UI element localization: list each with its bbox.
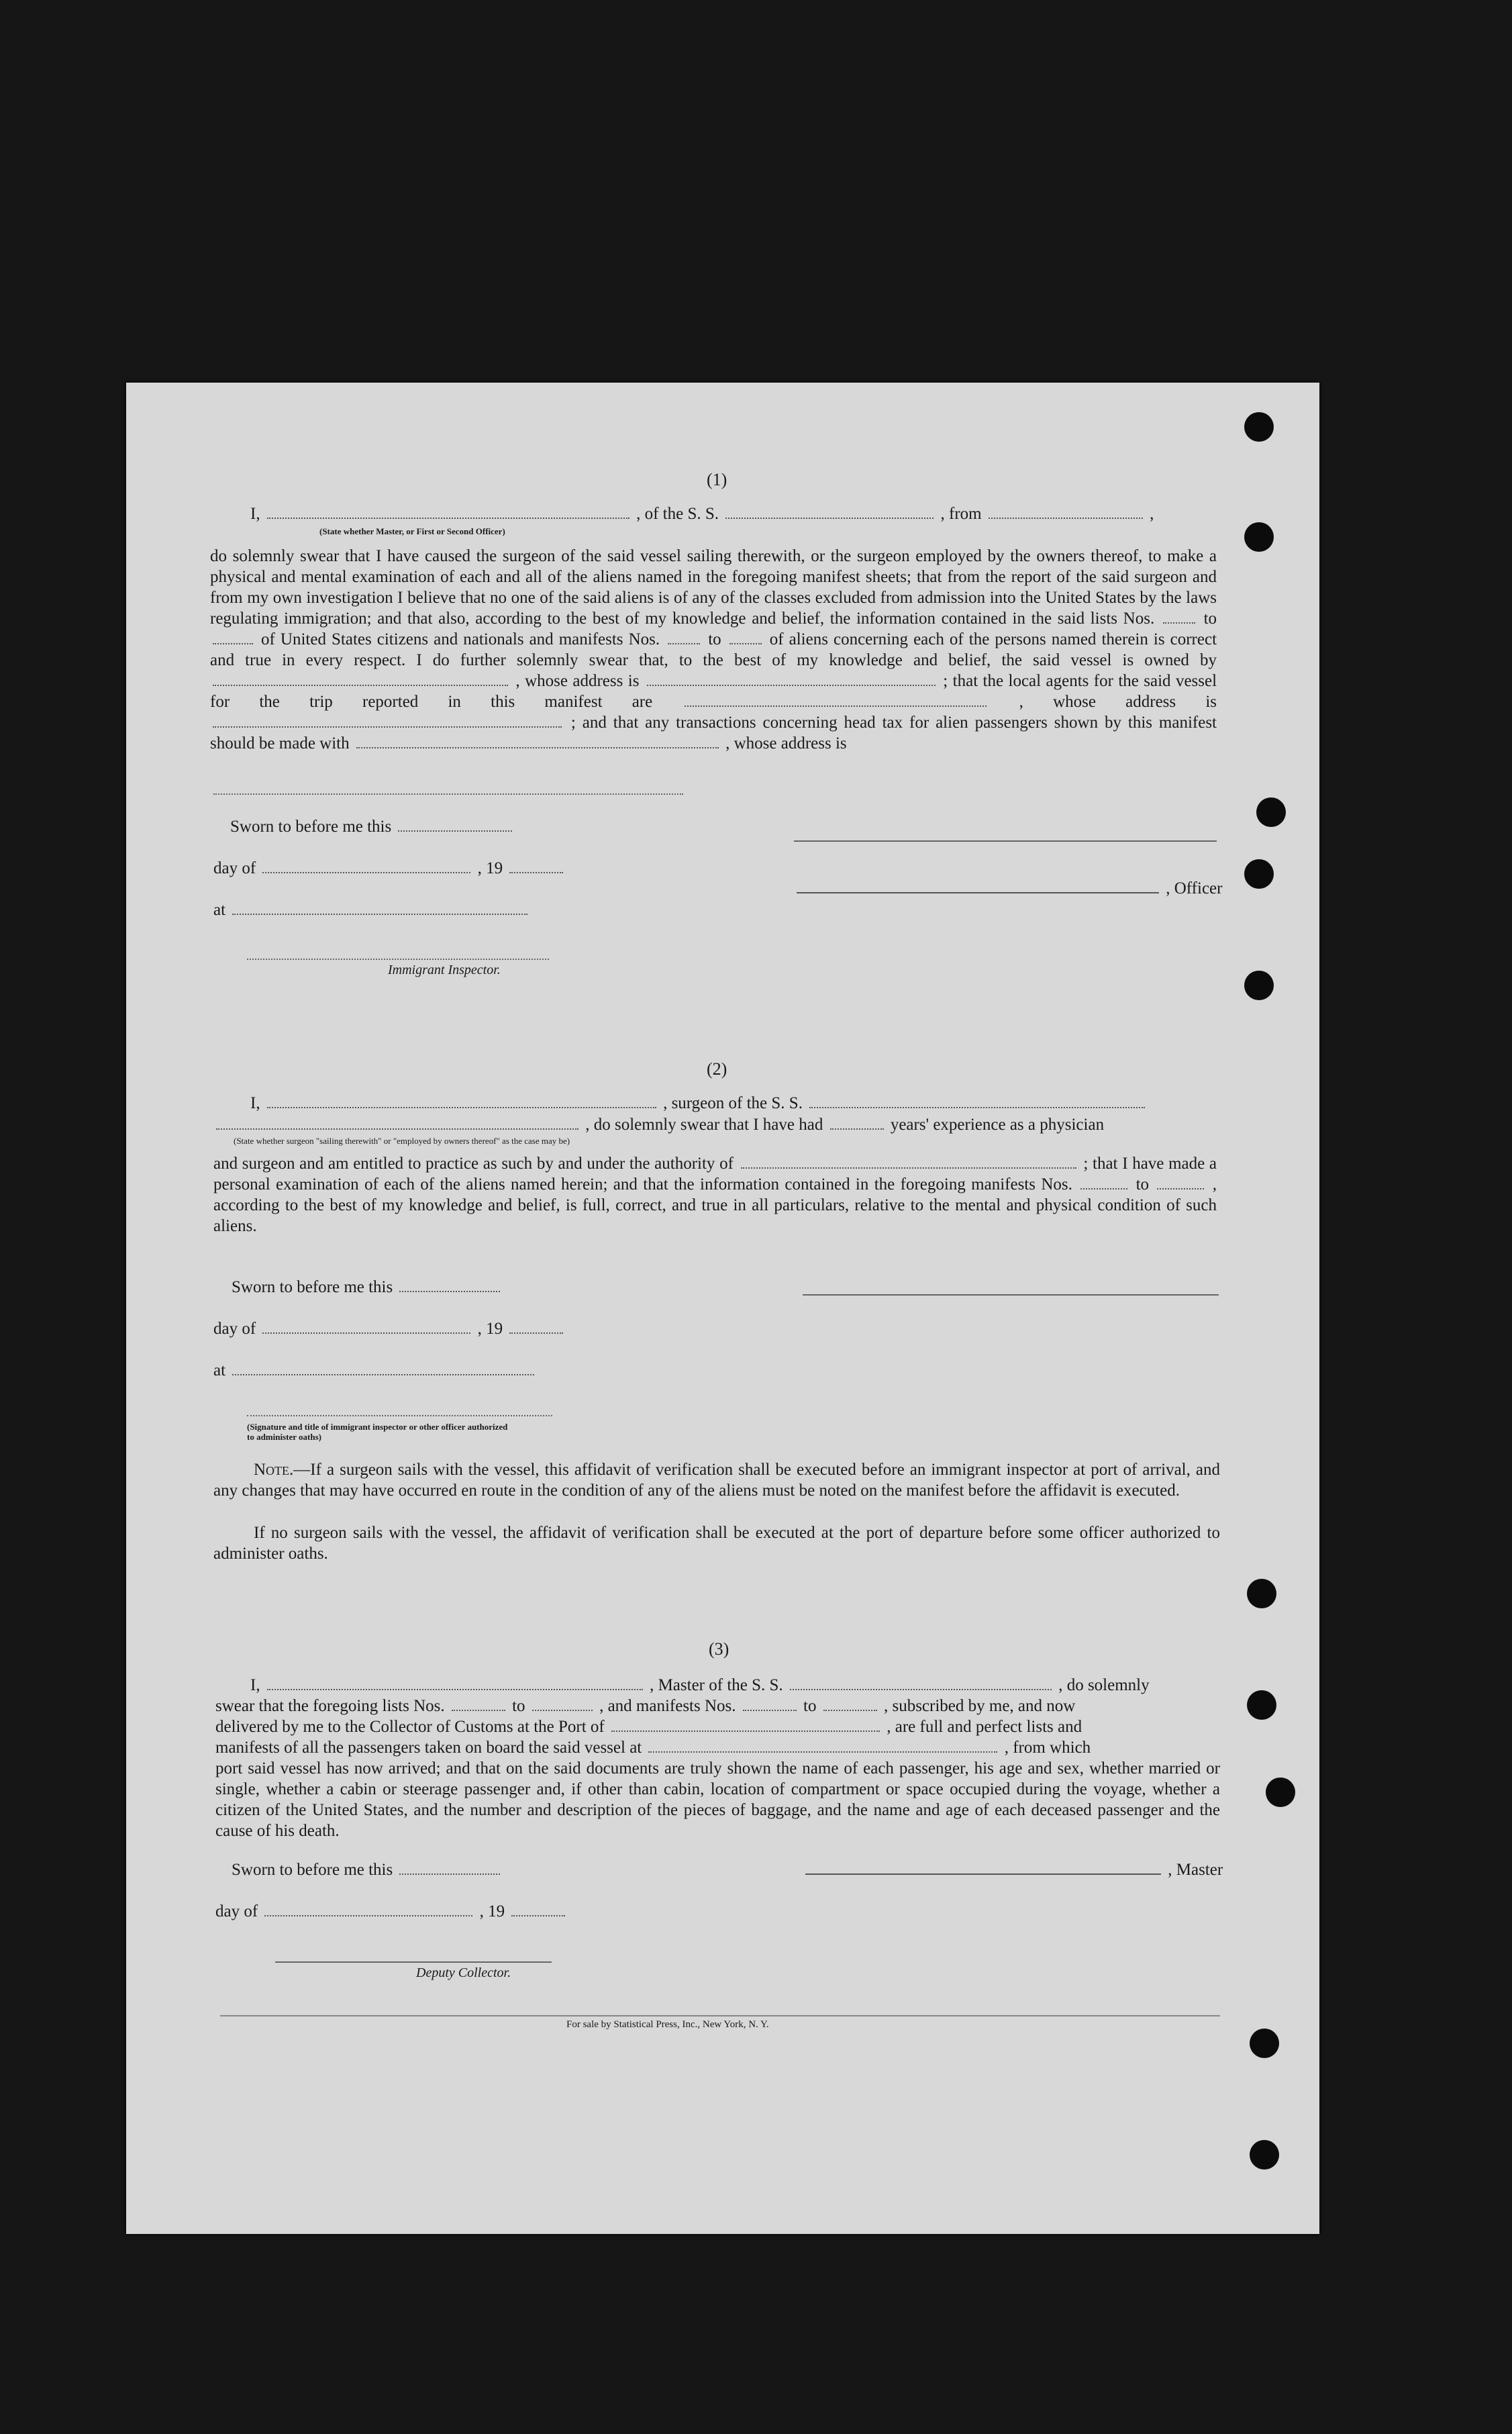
blank-years — [830, 1128, 884, 1130]
s2-text: ; — [1083, 1155, 1089, 1173]
punch-hole — [1244, 859, 1274, 889]
blank-port — [611, 1731, 880, 1732]
s3-line1 — [215, 1675, 1220, 1696]
s1-year-label: , 19 — [477, 859, 503, 877]
blank-manifest-no — [729, 643, 762, 644]
blank-head-tax-address — [213, 793, 683, 795]
officer-title-line — [797, 892, 1159, 893]
punch-hole — [1256, 797, 1286, 827]
blank-ship-name — [790, 1689, 1052, 1690]
s3-year-label: , 19 — [479, 1902, 505, 1920]
s3-line2 — [215, 1696, 1220, 1716]
s2-dayof-label: day of — [213, 1320, 256, 1338]
s3-paragraph — [215, 1675, 1220, 1841]
s2-year-label: , 19 — [477, 1320, 503, 1338]
blank-from-port — [989, 518, 1143, 519]
blank-day — [399, 1873, 500, 1875]
blank-month — [262, 1332, 470, 1334]
s2-text: , do solemnly swear that I have had — [585, 1116, 823, 1134]
punch-hole — [1266, 1778, 1295, 1807]
s1-text: to — [1203, 610, 1217, 628]
note-text: —If a surgeon sails with the vessel, this affidavit of verification shall be executed before an immigrant inspector at port of arrival, and any changes that may have occurred en route in the condition of any of the aliens must be noted on the manifest before the affidavit is executed. — [213, 1461, 1220, 1500]
blank-embark-port — [648, 1751, 997, 1753]
s3-line3 — [215, 1716, 1220, 1737]
inspector-signature-line — [247, 959, 549, 960]
blank-head-tax-contact — [356, 747, 719, 748]
note-label: Note. — [254, 1461, 294, 1479]
s3-text: manifests of all the passengers taken on board the said vessel at — [215, 1739, 642, 1757]
blank-month — [262, 872, 470, 873]
collector-label: Deputy Collector. — [416, 1965, 511, 1980]
inspector-signature-line — [247, 1415, 552, 1416]
note-text: If no surgeon sails with the vessel, the affidavit of verification shall be executed at the port of departure before some officer authorized to administer oaths. — [213, 1524, 1220, 1563]
blank-manifest-no — [743, 1710, 797, 1711]
blank-manifest-no — [1080, 1188, 1127, 1189]
s3-text: , are full and perfect lists and — [887, 1718, 1082, 1736]
surgeon-signature-line — [803, 1294, 1219, 1296]
s3-text: , Master of the S. S. — [650, 1676, 783, 1694]
blank-manifest-no — [1157, 1188, 1204, 1189]
s1-text: of aliens concerning each of the persons named therein is correct and true in every respect. I do further solemnly swear that, to the best of my knowledge and belief, the said vessel is owned by — [210, 630, 1217, 669]
s3-text: I, — [250, 1676, 260, 1694]
s2-text: to — [1136, 1175, 1150, 1194]
blank-year — [509, 872, 563, 873]
s2-at — [213, 1361, 537, 1380]
section-2-number: (2) — [707, 1059, 727, 1079]
s2-note-paragraph-2 — [213, 1522, 1220, 1564]
s2-text: years' experience as a physician — [890, 1116, 1105, 1134]
s2-paragraph — [213, 1153, 1217, 1236]
s1-dayof — [213, 859, 566, 878]
manifest-verification-page — [126, 383, 1319, 2234]
footer-rule — [220, 2015, 1220, 2016]
s1-text: , of the S. S. — [636, 505, 719, 523]
blank-ship-name — [725, 518, 934, 519]
blank-list-no — [213, 643, 253, 644]
s1-text: , whose address is — [515, 672, 640, 690]
s3-text: , and manifests Nos. — [599, 1697, 736, 1715]
blank-list-no — [1163, 622, 1195, 624]
s3-sworn-label: Sworn to before me this — [232, 1861, 393, 1879]
s3-text: port said vessel has now arrived; and that on the said documents are truly shown the name of each passenger, his age and sex, whether married or single, whether a cabin or steerage passenger and, if other than cabin, location of compartment or space occupied during the voyage, whether a citizen of the United States, and the number and description of the pieces of baggage, and the name and age of each deceased passenger and the cause of his death. — [215, 1759, 1220, 1840]
blank-owner — [213, 685, 508, 686]
s1-text: , — [1019, 693, 1023, 711]
s3-text: to — [803, 1697, 817, 1715]
s3-text: , do solemnly — [1058, 1676, 1150, 1694]
section-1-number: (1) — [707, 470, 727, 489]
s2-note: (State whether surgeon "sailing therewith" or "employed by owners thereof" as the case may be) — [234, 1136, 570, 1146]
s1-text: I, — [250, 505, 260, 523]
blank-manifest-no — [823, 1710, 877, 1711]
blank-place — [232, 914, 527, 915]
s1-at-label: at — [213, 901, 226, 919]
s3-line4 — [215, 1737, 1220, 1758]
s2-text: and surgeon and am entitled to practice as such by and under the authority of — [213, 1155, 734, 1173]
inspector-label: Immigrant Inspector. — [388, 963, 501, 977]
s3-master — [803, 1861, 1223, 1880]
punch-hole — [1244, 971, 1274, 1000]
blank-master-name — [267, 518, 629, 519]
punch-hole — [1244, 412, 1274, 442]
blank-surgeon-status — [216, 1128, 578, 1130]
blank-surgeon-name — [267, 1107, 656, 1108]
s1-text: that the local agents for the said vessel for the trip reported in this manifest are — [210, 672, 1217, 711]
s3-dayof — [215, 1902, 568, 1921]
s2-sworn-label: Sworn to before me this — [232, 1278, 393, 1296]
s3-text: swear that the foregoing lists Nos. — [215, 1697, 445, 1715]
blank-year — [509, 1332, 563, 1334]
officer-label: , Officer — [1166, 879, 1223, 897]
s1-text: , from — [940, 505, 982, 523]
s1-paragraph — [210, 546, 1217, 754]
s1-text: ; and that any transactions concerning head tax for alien passengers shown by this manifest should be made with — [210, 714, 1217, 752]
blank-month — [264, 1915, 472, 1916]
blank-ship-name — [809, 1107, 1145, 1108]
blank-day — [399, 1291, 500, 1292]
s1-sworn-label: Sworn to before me this — [230, 818, 392, 836]
punch-hole — [1247, 1579, 1276, 1608]
blank-place — [232, 1374, 534, 1375]
punch-hole — [1250, 2029, 1279, 2058]
s1-text: ; — [943, 672, 948, 690]
blank-list-no — [452, 1710, 505, 1711]
s1-text: , — [1150, 505, 1154, 523]
s2-dayof — [213, 1320, 566, 1338]
s3-text: , from which — [1004, 1739, 1091, 1757]
s2-note-paragraph — [213, 1459, 1220, 1501]
s2-text: that I have made a personal examination of each of the aliens named herein; and that the information contained in the foregoing manifests Nos. — [213, 1155, 1217, 1194]
s1-dayof-label: day of — [213, 859, 256, 877]
s2-line1 — [250, 1094, 1148, 1113]
s1-sworn — [230, 818, 515, 836]
s1-text: whose address is — [1053, 693, 1217, 711]
s2-text: I, — [250, 1094, 260, 1112]
blank-list-no — [532, 1710, 593, 1711]
blank-day — [398, 830, 512, 832]
printer-footer: For sale by Statistical Press, Inc., New York, N. Y. — [566, 2019, 769, 2030]
s1-text: do solemnly swear that I have caused the surgeon of the said vessel sailing therewith, or the surgeon employed by the owners thereof, to make a physical and mental examination of each and all of the aliens named in the foregoing manifest sheets; that from the report of the said surgeon and from my own investigation I believe that no one of the said aliens is of any of the classes excluded from admission into the United States by the laws regulating immigration; and that also, according to the best of my knowledge and belief, the information contained in the said lists Nos. — [210, 547, 1217, 628]
s3-sworn — [232, 1861, 503, 1880]
punch-hole — [1244, 522, 1274, 552]
s2-at-label: at — [213, 1361, 226, 1379]
blank-owner-address — [647, 685, 936, 686]
s1-at — [213, 901, 530, 920]
s3-text: delivered by me to the Collector of Customs at the Port of — [215, 1718, 605, 1736]
s2-line2 — [213, 1116, 1104, 1134]
s2-text: , according to the best of my knowledge and belief, is full, correct, and true in all particulars, relative to the mental and physical condition of such aliens. — [213, 1175, 1217, 1235]
collector-signature-line — [275, 1961, 552, 1963]
master-label: , Master — [1168, 1861, 1223, 1879]
s3-dayof-label: day of — [215, 1902, 258, 1920]
s3-text: , subscribed by me, and now — [883, 1697, 1076, 1715]
master-signature-line — [805, 1873, 1161, 1875]
s1-officer — [794, 879, 1222, 898]
section-3-number: (3) — [709, 1639, 729, 1659]
blank-local-agents — [685, 705, 987, 707]
s1-text: of United States citizens and nationals and manifests Nos. — [261, 630, 660, 648]
s3-text: to — [512, 1697, 525, 1715]
s2-sworn — [232, 1278, 503, 1297]
punch-hole — [1250, 2140, 1279, 2170]
s1-text: , whose address is — [725, 734, 847, 752]
punch-hole — [1247, 1690, 1276, 1720]
blank-year — [511, 1915, 565, 1916]
s1-line1 — [250, 505, 1154, 524]
s2-sig-note: (Signature and title of immigrant inspector or other officer authorized to administer oaths) — [247, 1422, 508, 1442]
s1-note: (State whether Master, or First or Second Officer) — [319, 526, 505, 536]
blank-agent-address — [213, 726, 562, 728]
blank-master-name — [267, 1689, 643, 1690]
s1-text: to — [708, 630, 721, 648]
s2-text: , surgeon of the S. S. — [663, 1094, 803, 1112]
blank-authority — [741, 1167, 1076, 1169]
blank-manifest-no — [668, 643, 700, 644]
officer-signature-line — [794, 840, 1217, 842]
